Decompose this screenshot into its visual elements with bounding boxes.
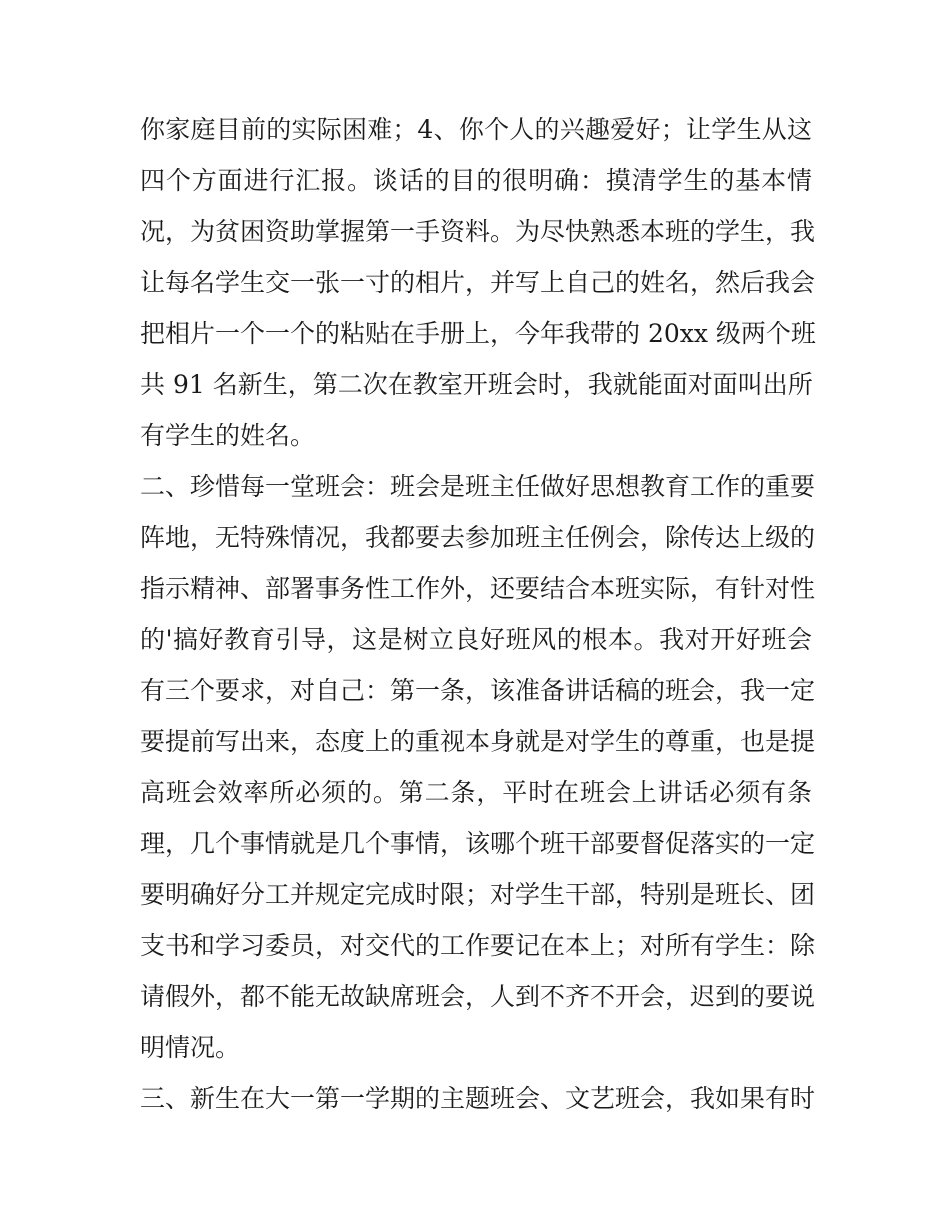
text-line: 的'搞好教育引导，这是树立良好班风的根本。我对开好班会: [140, 625, 812, 654]
text-line: 请假外，都不能无故缺席班会，人到不齐不开会，迟到的要说: [140, 982, 816, 1011]
text-line: 明情况。: [140, 1033, 241, 1062]
text-line: 要明确好分工并规定完成时限；对学生干部，特别是班长、团: [140, 880, 816, 909]
body-text: [140, 104, 816, 1124]
text-line: 把相片一个一个的粘贴在手册上，今年我带的 20xx 级两个班: [140, 319, 816, 348]
text-line: 让每名学生交一张一寸的相片，并写上自己的姓名，然后我会: [140, 268, 816, 297]
text-line: 共 91 名新生，第二次在教室开班会时，我就能面对面叫出所: [140, 370, 813, 399]
text-line: 四个方面进行汇报。谈话的目的很明确：摸清学生的基本情: [140, 166, 812, 195]
text-line: 阵地，无特殊情况，我都要去参加班主任例会，除传达上级的: [140, 523, 816, 552]
text-line: 有三个要求，对自己：第一条，该准备讲话稿的班会，我一定: [140, 676, 816, 705]
text-line: 要提前写出来，态度上的重视本身就是对学生的尊重，也是提: [140, 727, 816, 756]
text-line: 二、珍惜每一堂班会：班会是班主任做好思想教育工作的重要: [140, 472, 816, 501]
text-line: 支书和学习委员，对交代的工作要记在本上；对所有学生：除: [140, 931, 816, 960]
text-line: 况，为贫困资助掌握第一手资料。为尽快熟悉本班的学生，我: [140, 217, 816, 246]
text-line: 指示精神、部署事务性工作外，还要结合本班实际，有针对性: [140, 574, 816, 603]
text-line: 你家庭目前的实际困难；4、你个人的兴趣爱好；让学生从这: [140, 115, 812, 144]
text-line: 有学生的姓名。: [140, 421, 316, 450]
text-line: 理，几个事情就是几个事情，该哪个班干部要督促落实的一定: [140, 829, 816, 858]
text-line: 高班会效率所必须的。第二条，平时在班会上讲话必须有条: [140, 778, 812, 807]
text-line: 三、新生在大一第一学期的主题班会、文艺班会，我如果有时: [140, 1084, 816, 1113]
